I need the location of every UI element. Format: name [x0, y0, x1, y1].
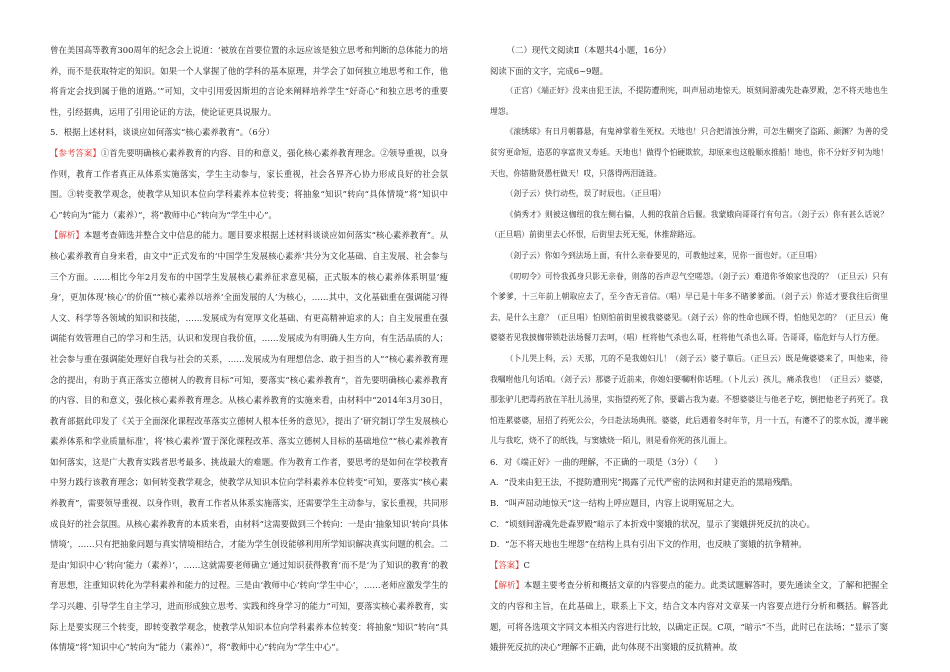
right-column — [490, 40, 888, 658]
script-line: （刽子云）快行动些，误了时辰也。（正旦唱） — [505, 189, 666, 199]
analysis-text: 本题考查筛选并整合文中信息的能力。题目要求根据上述材料谈谈应如何落实“核心素养教育”。从核心素养教育自身来看，由文中“正式发布的‘中国学生发展核心素养’共分为文化基础、自主发展、社会参与三个方面。……相比今年2月发布的中国学生发展核心素养征求意见稿，正式版本的核心素养体系明显‘瘦身’，更加体现‘核心’的价值”“核心素养以培养‘全面发展的人’为核心，……其中，文化基础重在强调能习得人文、科学等各领域的知识和技能，……发展成为有宽厚文化基础、有更高精神追求的人；自主发展重在强调能有效管理自己的学习和生活，认识和发现自我价值，……发展成为有明确人生方向，有生活品质的人；社会参与重在强调能处理好自我与社会的关系，……发展成为有理想信念、敢于担当的人”“核心素养教育理念的提出，有助于真正落实立德树人的教育目标”可知，要落实“核心素养教育”，首先要明确核心素养教育的内容、目的和意义，强化核心素养教育理念。从核心素养教育的实施来看，由材料中“2014年3月30日，教育部据此印发了《关于全面深化课程改革落实立德树人根本任务的意见》，提出了‘研究制订学生发展核心素养体系和学业质量标准’，将‘核心素养’置于深化课程改革、落实立德树人目标的基础地位”“核心素养教育如何落实，这是广大教育实践者思考最多、挑战最大的难题。作为教育工作者，要思考的是如何在学校教育中努力践行该教育理念；如何转变教学观念，使教学从知识本位向学科素养本位转变”可知，要落实“核心素养教育”，需要领导重视、以身作则，教育工作者从体系实施落实，还需要学生主动参与，家长重视，共同形成良好的社会氛围。从核心素养教育的本质来看，由材料“这需要做到三个转向：一是由‘抽象知识’转向‘具体情境’，……只有把抽象问题与真实情境相结合，才能为学生创设能够利用所学知识解决真实问题的机会。二是由‘知识中心’转向‘能力（素养）’，……这就需要老师确立‘通过知识获得教育’而不是‘为了知识的教育’的教育思想，注重知识转化为学科素养和能力的过程。三是由‘教师中心’转向‘学生中心’，……老师应激发学生的学习兴趣、引导学生自主学习，进而形成独立思考、实践和终身学习的能力”可知，要落实核心素养教育，实际上是要实现三个转变，即转变教学观念，使教学从知识本位向学科素养本位转变：将抽象“知识”转向“具体情境”将“知识中心”转向为“能力（素养）”，将“教师中心”转向为“学生中心”。 — [50, 230, 449, 653]
option-d: D．“怎不将天地也生埋怨”在结构上具有引出下文的作用，也反映了窦娥的抗争精神。 — [490, 539, 807, 550]
option-b: B．“叫声屈动地惊天”这一结构上呼应题目，内容上说明冤屈之大。 — [490, 498, 740, 509]
option-a: A．“没来由犯王法，不提防遭刑宪”揭露了元代严密的法网和封建吏治的黑暗残酷。 — [490, 477, 798, 488]
question-5: 5．根据上述材料，谈谈应如何落实“核心素养教育”。（6分） — [50, 127, 275, 138]
analysis-block — [50, 225, 448, 657]
option-c: C．“顷刻间游魂先赴森罗殿”暗示了本折戏中窦娥的状况，显示了窦娥拼死反抗的决心。 — [490, 518, 815, 529]
paragraph: 曾在美国高等教育300周年的纪念会上说道：‘被放在首要位置的永远应该是独立思考和判断的总体能力的培养，而不是获取特定的知识。如果一个人掌握了他的学科的基本原理，并学会了如何独立地思考和工作，他将肯定会找到属于他的道路。’”可知，文中引用爱因斯坦的言论来阐释培养学生“好奇心”和独立思考的重要性，引经据典，运用了引用论证的方法，使论证更具说服力。 — [50, 45, 448, 117]
analysis-tag: 【解析】 — [490, 580, 524, 591]
left-column — [50, 40, 448, 658]
answer-text: C — [523, 559, 530, 570]
section-heading: （二）现代文阅读Ⅱ（本题共4小题，16分） — [506, 45, 671, 55]
analysis-tag: 【解析】 — [50, 230, 84, 241]
script-line: 《滚绣球》有日月朝暮悬，有鬼神掌着生死权。天地也！只合把清浊分辨，可怎生糊突了盗跖、颜渊？为善的受贫穷更命短，造恶的享富贵又寿延。天地也！做得个怕硬欺软，却原来也这般顺水推船！地也，你不分好歹何为地！天也，你错勘贤愚枉做天！哎，只落得两泪涟涟。 — [490, 127, 888, 178]
answer-block — [50, 143, 448, 225]
answer-tag: 【答案】 — [490, 559, 524, 570]
question-6: 6．对《端正好》一曲的理解，不正确的一项是（3分）（ ） — [490, 456, 723, 467]
script-line: （卜儿哭上科，云）天那，兀的不是我媳妇儿！（刽子云）婆子靠后。（正旦云）既是俺婆婆来了，叫他来，待我嘱咐他几句话咱。（刽子云）那婆子近前来，你媳妇要嘱咐你话哩。（卜儿云）孩儿，痛杀我也！（正旦云）婆婆，那张驴儿把毒药放在羊肚儿汤里，实指望药死了你，要霸占我为妻。不想婆婆让与他老子吃，倒把他老子药死了。我怕连累婆婆，屈招了药死公公，今日赴法场典刑。婆婆，此后遇着冬时年节，月一十五，有瀽不了的浆水饭，瀽半碗儿与我吃，烧不了的纸钱，与窦娥烧一陌儿，则是看你死的孩儿面上。 — [490, 353, 888, 446]
analysis-text: 本题主要考查分析和概括文章的内容要点的能力。此类试题解答时，要先通读全文，了解和把握全文的内容和主旨，在此基础上，联系上下文，结合文本内容对文章某一内容要点进行分析和概括。解答此题，可将各选项文字同文本相关内容进行比较，以确定正误。C项，“暗示”不当，此时已在法场；“显示了窦娥拼死反抗的决心”理解不正确，此句体现不出窦娥的反抗精神。故 — [490, 580, 889, 653]
instruction: 阅读下面的文字，完成6~9题。 — [490, 65, 609, 76]
answer-block — [490, 555, 888, 576]
answer-tag: 【参考答案】 — [50, 147, 101, 158]
script-line: 《叨叨令》可怜我孤身只影无亲眷，则落的吞声忍气空嗟怨。（刽子云）难道你爷娘家也没的？（正旦云）只有个爹爹，十三年前上朝取应去了，至今杳无音信。（唱）早已是十年多不睹爹爹面。（刽子云）你适才要我往后街里去，是什么主意？（正旦唱）怕则怕前街里被我婆婆见。（刽子云）你的性命也顾不得，怕他见怎的？（正旦云）俺婆婆若见我披枷带锁赴法场餐刀去呵，（唱）枉将他气杀也么哥，枉将他气杀也么哥。告哥哥，临危好与人行方便。 — [490, 271, 888, 343]
analysis-block — [490, 575, 888, 657]
answer-text: ①首先要明确核心素养教育的内容、目的和意义，强化核心素养教育理念。②领导重视，以身作则，教育工作者真正从体系实施落实，学生主动参与，家长重视，社会各界齐心协力形成良好的社会氛围。③转变教学观念，使教学从知识本位向学科素养本位转变；将抽象“知识”转向“具体情境”将“知识中心”转向为“能力（素养）”，将“教师中心”转向为“学生中心”。 — [50, 147, 449, 220]
script-line: （正宫）《端正好》没来由犯王法，不提防遭刑宪，叫声屈动地惊天。顷刻间游魂先赴森罗殿，怎不将天地也生埋怨。 — [490, 86, 888, 116]
script-line: （刽子云）你如今到法场上面，有什么亲眷要见的，可教他过来，见你一面也好。（正旦唱） — [505, 250, 822, 260]
script-line: 《倘秀才》则被这枷纽的我左侧右偏，人拥的我前合后偃。我蒙娥向哥哥行有句言。（刽子云）你有甚么话说？（正旦唱）前街里去心怀恨，后街里去死无冤，休推辞路远。 — [490, 209, 888, 240]
